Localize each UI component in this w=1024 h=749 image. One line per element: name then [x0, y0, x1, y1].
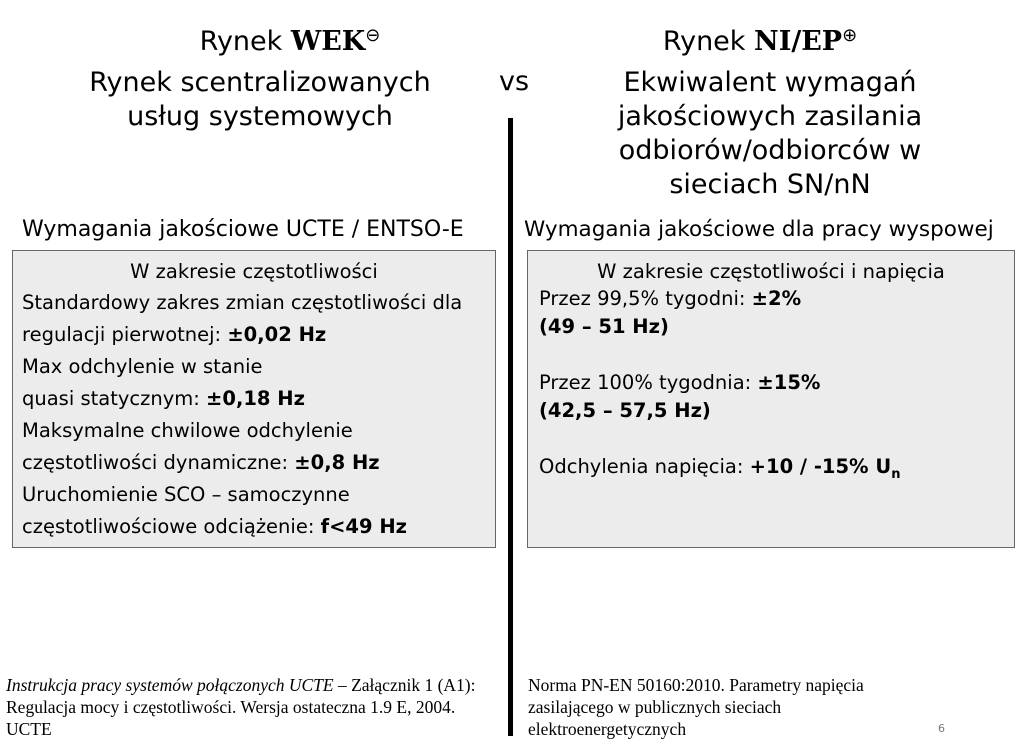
right-subtitle-line: odbiorów/odbiorców w	[618, 135, 922, 166]
right-market-prefix: Rynek	[662, 26, 755, 57]
left-subtitle-line: Rynek scentralizowanych	[89, 67, 431, 98]
left-box-line: Standardowy zakres zmian częstotliwości dla	[22, 291, 463, 314]
left-box-line: Maksymalne chwilowe odchylenie	[22, 419, 353, 442]
left-market-prefix: Rynek	[199, 26, 291, 57]
minus-circle-icon: ⊖	[365, 25, 381, 46]
left-reference-italic: Instrukcja pracy systemów połączonych UCTE	[6, 675, 334, 695]
left-subtitle	[40, 66, 480, 134]
right-subtitle-line: Ekwiwalent wymagań	[623, 67, 917, 98]
right-subtitle-line: sieciach SN/nN	[669, 169, 871, 200]
right-subtitle	[560, 66, 980, 202]
vs-label: vs	[499, 66, 530, 97]
left-requirements-title: Wymagania jakościowe UCTE / ENTSO-E	[22, 217, 464, 242]
right-box-spacer	[539, 341, 1014, 369]
right-reference: Norma PN-EN 50160:2010. Parametry napięcia zasilającego w publicznych sieciach elektroenergetycznych	[528, 675, 864, 739]
left-box-line: quasi statycznym: ±0,18 Hz	[22, 387, 305, 410]
right-box-line: (49 – 51 Hz)	[539, 315, 669, 338]
right-subtitle-line: jakościowych zasilania	[617, 101, 923, 132]
left-box-line: regulacji pierwotnej: ±0,02 Hz	[22, 323, 327, 346]
left-requirements-box	[12, 250, 496, 548]
right-box-line: Przez 100% tygodnia: ±15%	[539, 371, 821, 394]
left-box-line: częstotliwościowe odciążenie: f<49 Hz	[22, 515, 408, 538]
left-market-bold: WEK	[290, 26, 366, 57]
left-box-line: Uruchomienie SCO – samoczynne	[22, 483, 350, 506]
right-box-line: (42,5 – 57,5 Hz)	[539, 399, 711, 422]
vertical-divider	[508, 118, 513, 736]
right-market-bold: NI/EP	[754, 26, 843, 57]
left-reference-rest: – Załącznik 1 (A1): Regulacja mocy i częstotliwości. Wersja ostateczna 1.9 E, 2004. UCTE	[6, 675, 476, 739]
right-requirements-box	[527, 250, 1015, 548]
right-requirements-title: Wymagania jakościowe dla pracy wyspowej	[524, 217, 994, 242]
left-box-header: W zakresie częstotliwości	[130, 260, 378, 283]
left-market-title	[80, 20, 500, 58]
right-box-line: Przez 99,5% tygodni: ±2%	[539, 287, 802, 310]
right-box-spacer	[539, 425, 1014, 453]
left-box-line: Max odchylenie w stanie	[22, 355, 263, 378]
page-number: 6	[938, 722, 945, 735]
left-box-line: częstotliwości dynamiczne: ±0,8 Hz	[22, 451, 380, 474]
left-reference	[6, 674, 498, 740]
left-subtitle-line: usług systemowych	[127, 101, 393, 132]
plus-circle-icon: ⊕	[842, 25, 858, 46]
right-market-title	[540, 20, 980, 58]
right-box-line: Odchylenia napięcia: +10 / -15% $U_n$	[539, 455, 901, 482]
right-box-header: W zakresie częstotliwości i napięcia	[597, 260, 945, 283]
